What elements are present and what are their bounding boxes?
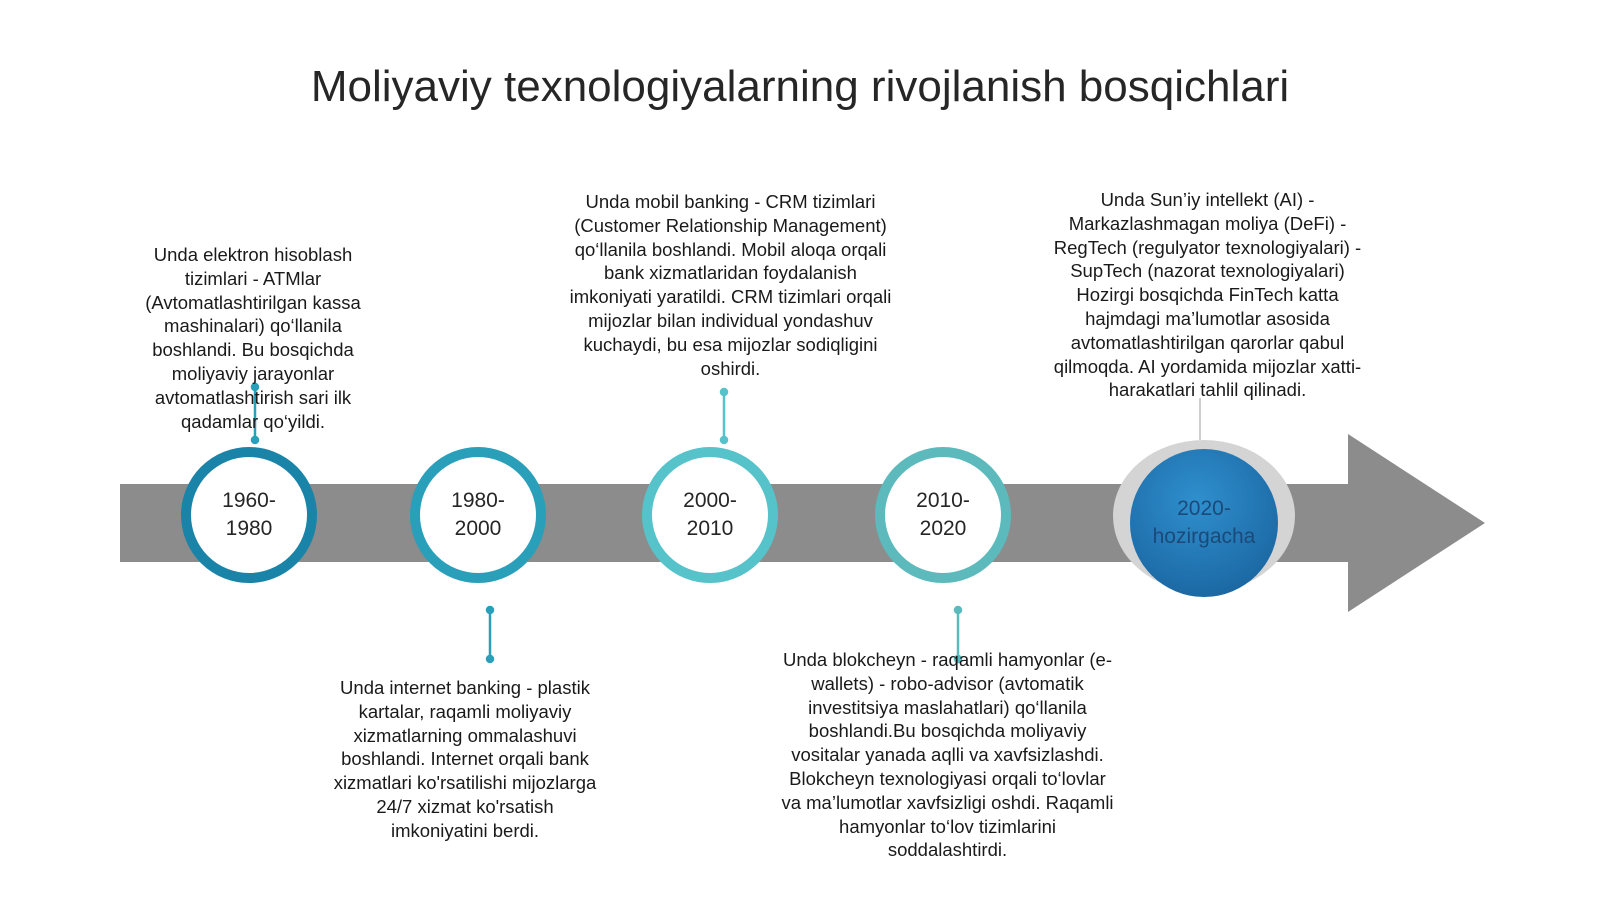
stage-circle-1 (181, 447, 317, 583)
stage-description-4: Unda blokcheyn - raqamli hamyonlar (e- wallets) - robo-advisor (avtomatik investitsiya maslahatlari) qo‘llanila boshlandi.Bu bosqichda moliyaviy vositalar yanada aqlli va xavfsizlashdi. Blokcheyn texnologiyasi orqali to‘lovlar va ma’lumotlar xavfsizligi oshdi. Raqamli hamyonlar to‘lov tizimlarini soddalashtirdi. (781, 649, 1114, 861)
stage-period-start: 2010- (916, 489, 970, 512)
stage-period-end: 2020 (919, 517, 967, 540)
stage-circle-2 (410, 447, 546, 583)
stage-circle-4 (875, 447, 1011, 583)
stage-period-start: 1960- (222, 489, 276, 512)
stage-period-end: 1980 (225, 517, 273, 540)
stage-period-start: 1980- (451, 489, 505, 512)
page-title: Moliyaviy texnologiyalarning rivojlanish bosqichlari (310, 62, 1290, 111)
stage-description-1: Unda elektron hisoblash tizimlari - ATMlar (Avtomatlashtirilgan kassa mashinalari) qo‘llanila boshlandi. Bu bosqichda moliyaviy jarayonlar avtomatlashtirish sari ilk qadamlar qo‘yildi. (145, 244, 361, 432)
stage-period-end: 2000 (454, 517, 502, 540)
stage-circle-3 (642, 447, 778, 583)
connector-2 (487, 607, 493, 662)
stage-description-2: Unda internet banking - plastik kartalar, raqamli moliyaviy xizmatlarning ommalashuvi boshlandi. Internet orqali bank xizmatlari ko'rsatilishi mijozlarga 24/7 xizmat ko'rsatish imkoniyatini berdi. (333, 677, 597, 841)
stage-period-start: 2000- (683, 489, 737, 512)
stage-period-end: hozirgacha (1152, 525, 1256, 548)
stage-description-5: Unda Sun’iy intellekt (AI) - Markazlashmagan moliya (DeFi) - RegTech (regulyator texnologiyalari) - SupTech (nazorat texnologiyalari) Hozirgi bosqichda FinTech katta hajmdagi ma’lumotlar asosida avtomatlashtirilgan qarorlar qabul qilmoqda. AI yordamida mijozlar xatti- harakatlari tahlil qilinadi. (1053, 189, 1362, 401)
stage-period-start: 2020- (1177, 497, 1231, 520)
stage-period-end: 2010 (686, 517, 734, 540)
stage-circle-5 (1130, 449, 1278, 597)
stage-description-3: Unda mobil banking - CRM tizimlari (Customer Relationship Management) qo‘llanila boshlandi. Mobil aloqa orqali bank xizmatlaridan foydalanish imkoniyati yaratildi. CRM tizimlari orqali mijozlar bilan individual yondashuv kuchaydi, bu esa mijozlar sodiqligini oshirdi. (569, 191, 892, 379)
connector-3 (721, 389, 727, 443)
